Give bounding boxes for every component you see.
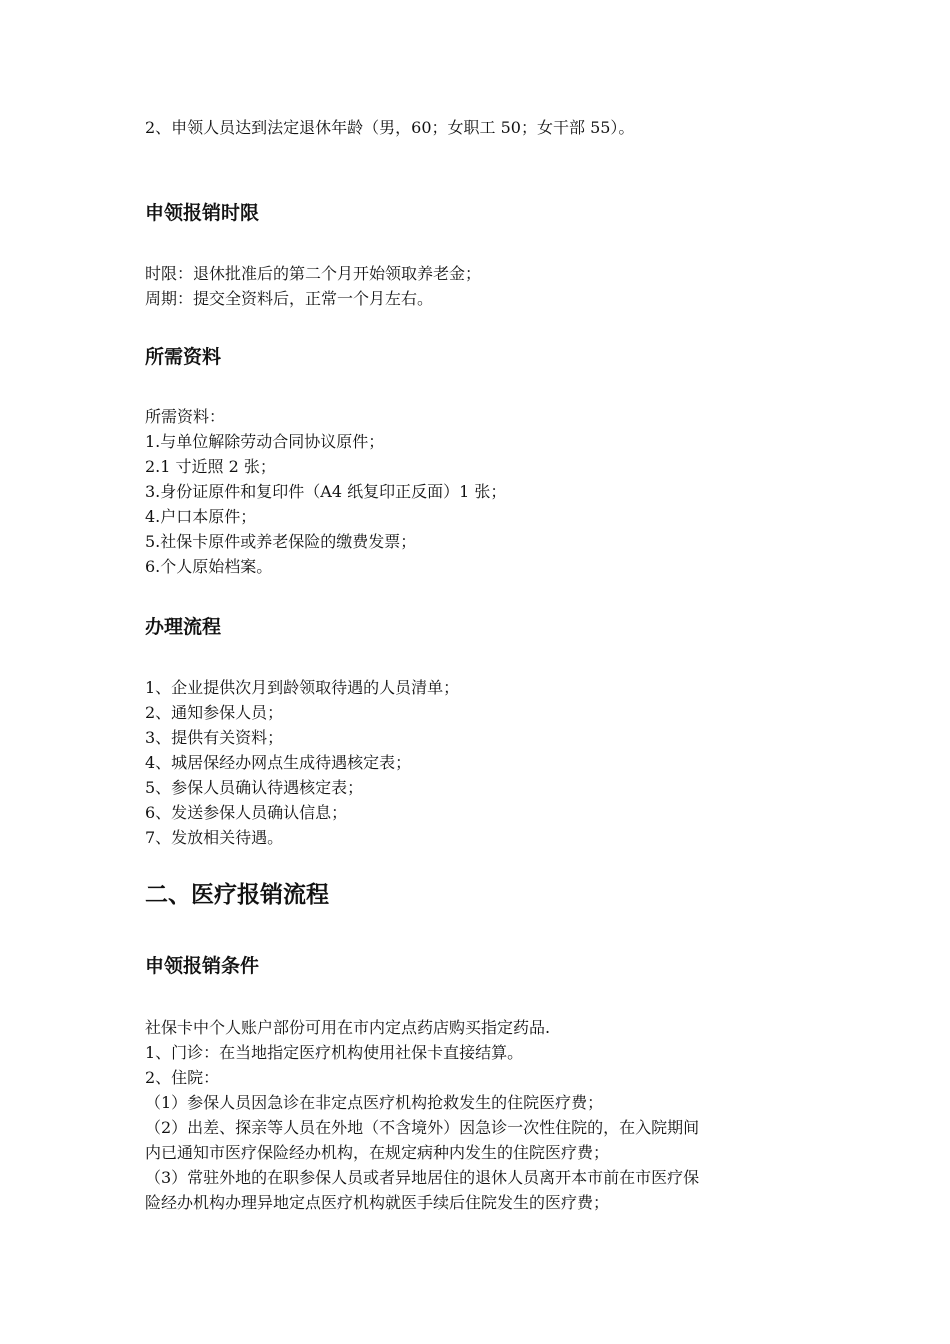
conditions-heading-block [145,953,825,979]
list-item: 2.1 寸近照 2 张； [145,457,276,476]
time-limit-heading-block [145,200,825,226]
list-item: 6.个人原始档案。 [145,557,273,576]
list-item: 1.与单位解除劳动合同协议原件； [145,432,385,451]
conditions-line: 1、门诊：在当地指定医疗机构使用社保卡直接结算。 [145,1043,524,1062]
list-item: 1、企业提供次月到龄领取待遇的人员清单； [145,678,460,697]
medical-chapter-heading: 二、医疗报销流程 [145,882,329,908]
list-item: 5.社保卡原件或养老保险的缴费发票； [145,532,417,551]
conditions-heading: 申领报销条件 [145,955,260,977]
time-limit-line: 时限：退休批准后的第二个月开始领取养老金； [145,264,482,283]
intro-line: 2、申领人员达到法定退休年龄（男，60；女职工 50；女干部 55）。 [145,118,635,137]
time-limit-paragraph [145,261,825,311]
materials-heading: 所需资料 [145,346,222,368]
list-item: 4.户口本原件； [145,507,257,526]
conditions-line: （3）常驻外地的在职参保人员或者异地居住的退休人员离开本市前在市医疗保 [145,1168,700,1187]
materials-list [145,404,825,579]
conditions-paragraph [145,1015,825,1215]
materials-intro: 所需资料： [145,407,226,426]
list-item: 3、提供有关资料； [145,728,284,747]
period-line: 周期：提交全资料后，正常一个月左右。 [145,289,434,308]
conditions-line: 2、住院： [145,1068,220,1087]
list-item: 5、参保人员确认待遇核定表； [145,778,364,797]
intro-paragraph [145,115,825,140]
medical-chapter-heading-block [145,880,825,910]
process-heading: 办理流程 [145,616,222,638]
list-item: 3.身份证原件和复印件（A4 纸复印正反面）1 张； [145,482,507,501]
conditions-line: （2）出差、探亲等人员在外地（不含境外）因急诊一次性住院的，在入院期间 [145,1118,700,1137]
list-item: 6、发送参保人员确认信息； [145,803,348,822]
conditions-line: 社保卡中个人账户部份可用在市内定点药店购买指定药品. [145,1018,551,1037]
time-limit-heading: 申领报销时限 [145,202,260,224]
conditions-line: 内已通知市医疗保险经办机构，在规定病种内发生的住院医疗费； [145,1143,610,1162]
list-item: 4、城居保经办网点生成待遇核定表； [145,753,412,772]
list-item: 2、通知参保人员； [145,703,284,722]
materials-heading-block [145,344,825,370]
list-item: 7、发放相关待遇。 [145,828,284,847]
conditions-line: 险经办机构办理异地定点医疗机构就医手续后住院发生的医疗费； [145,1193,610,1212]
conditions-line: （1）参保人员因急诊在非定点医疗机构抢救发生的住院医疗费； [145,1093,604,1112]
process-list [145,675,825,850]
process-heading-block [145,614,825,640]
